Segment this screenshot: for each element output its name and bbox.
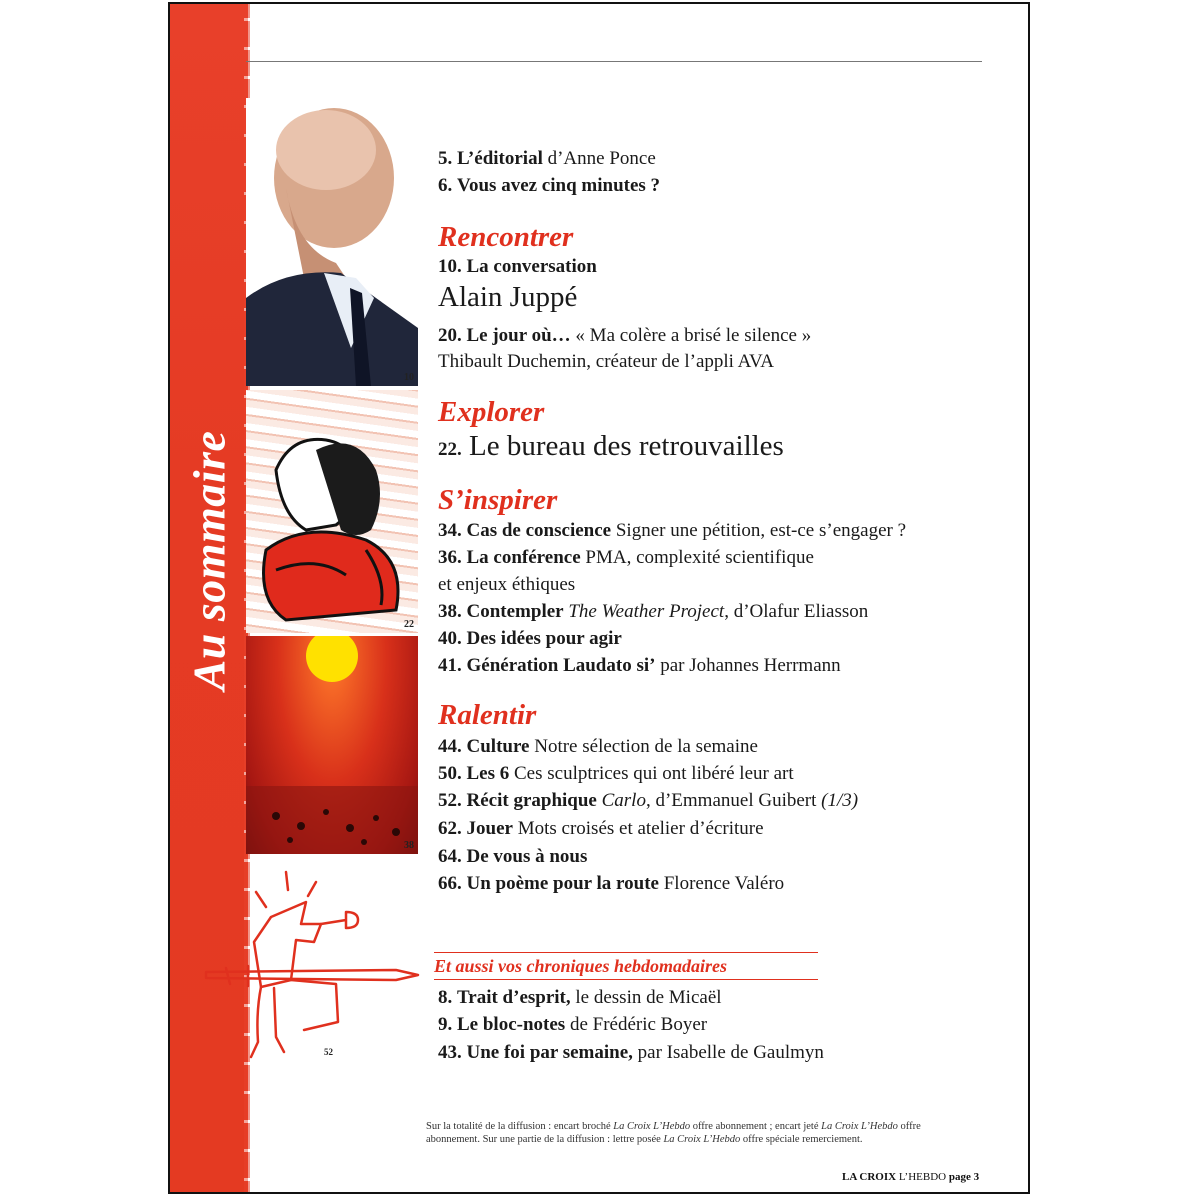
- toc-entry-62[interactable]: 62. Jouer Mots croisés et atelier d’écriture: [438, 818, 764, 839]
- toc-entry-41[interactable]: 41. Génération Laudato si’ par Johannes Herrmann: [438, 655, 841, 676]
- distribution-footnote: Sur la totalité de la diffusion : encart broché La Croix L’Hebdo offre abonnement ; encart jeté La Croix L’Hebdo offre abonnement. Sur une partie de la diffusion : lettre posée La Croix L’Hebdo offre spéciale remerciement.: [426, 1121, 921, 1145]
- section-sinspirer: S’inspirer: [438, 484, 558, 516]
- page-number: page 3: [948, 1171, 980, 1183]
- toc-entry-20[interactable]: 20. Le jour où… « Ma colère a brisé le silence »: [438, 325, 812, 346]
- toc-entry-64[interactable]: 64. De vous à nous: [438, 846, 588, 867]
- section-explorer: Explorer: [438, 396, 545, 428]
- chroniques-heading: Et aussi vos chroniques hebdomadaires: [434, 952, 818, 980]
- brand-logo: LA CROIX: [842, 1171, 897, 1183]
- chronique-entry-43[interactable]: 43. Une foi par semaine, par Isabelle de Gaulmyn: [438, 1042, 824, 1063]
- knight-doodle-illustration: [196, 862, 426, 1072]
- photo-page-number: 10: [404, 372, 414, 383]
- toc-entry-38[interactable]: 38. Contempler The Weather Project, d’Olafur Eliasson: [438, 601, 869, 622]
- toc-entry-36-line2: et enjeux éthiques: [438, 574, 576, 595]
- toc-entry-10-title[interactable]: Alain Juppé: [438, 281, 578, 313]
- doodle-page-number: 52: [324, 1047, 333, 1057]
- photo-portrait: [246, 98, 418, 386]
- photo-weather-project: [246, 636, 418, 854]
- toc-entry-36[interactable]: 36. La conférence PMA, complexité scientifique: [438, 547, 814, 568]
- chronique-entry-8[interactable]: 8. Trait d’esprit, le dessin de Micaël: [438, 987, 722, 1008]
- toc-entry-34[interactable]: 34. Cas de conscience Signer une pétition, est-ce s’engager ?: [438, 520, 907, 541]
- toc-entry-20-line2: Thibault Duchemin, créateur de l’appli AVA: [438, 351, 774, 372]
- chronique-entry-9[interactable]: 9. Le bloc-notes de Frédéric Boyer: [438, 1014, 708, 1035]
- hug-illustration: [246, 390, 418, 633]
- toc-entry-66[interactable]: 66. Un poème pour la route Florence Valéro: [438, 873, 785, 894]
- section-rencontrer: Rencontrer: [438, 221, 574, 253]
- photo-page-number: 38: [404, 840, 414, 851]
- section-ralentir: Ralentir: [438, 699, 537, 731]
- portrait-illustration: [246, 98, 418, 386]
- photo-page-number: 22: [404, 619, 414, 630]
- toc-entry-10[interactable]: 10. La conversation: [438, 256, 597, 277]
- toc-entry-52[interactable]: 52. Récit graphique Carlo, d’Emmanuel Guibert (1/3): [438, 790, 859, 811]
- toc-entry-40[interactable]: 40. Des idées pour agir: [438, 628, 622, 649]
- top-rule: [246, 61, 982, 62]
- sun-illustration: [246, 636, 418, 854]
- toc-entry-5[interactable]: 5. L’éditorial d’Anne Ponce: [438, 148, 656, 169]
- toc-entry-50[interactable]: 50. Les 6 Ces sculptrices qui ont libéré leur art: [438, 763, 794, 784]
- page-folio: LA CROIX L’HEBDO page 3: [842, 1171, 980, 1183]
- toc-entry-44[interactable]: 44. Culture Notre sélection de la semaine: [438, 736, 758, 757]
- toc-entry-6[interactable]: 6. Vous avez cinq minutes ?: [438, 175, 661, 196]
- toc-entry-22[interactable]: 22. Le bureau des retrouvailles: [438, 430, 784, 462]
- sidebar-title: Au sommaire: [183, 430, 235, 690]
- photo-drawing: [246, 390, 418, 633]
